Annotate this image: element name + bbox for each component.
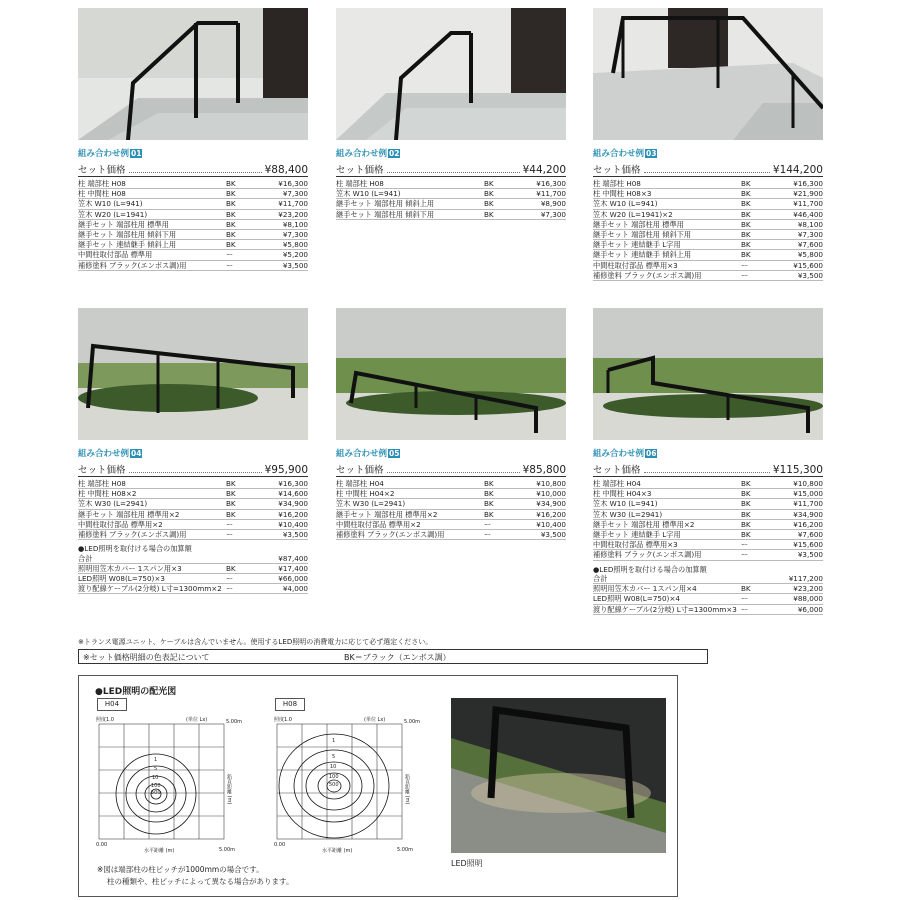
item-name: 渡り配線ケーブル(2分岐) L寸=1300mm×2 — [78, 584, 222, 594]
photo-05-graphic — [336, 308, 566, 440]
item-list — [78, 179, 308, 271]
set-price-row: セット価格 ¥85,800 — [336, 461, 566, 477]
item-color: BK — [226, 229, 236, 239]
item-name: 柱 中間柱 H08×3 — [593, 189, 652, 199]
price-row — [78, 520, 308, 530]
item-color: BK — [741, 189, 751, 199]
item-price: ¥88,000 — [793, 594, 823, 604]
item-name: 継手セット 連結継手 L字用 — [593, 240, 681, 250]
led-price-row — [593, 605, 823, 615]
price-row — [336, 479, 566, 489]
item-list — [336, 479, 566, 540]
led-total-row — [78, 554, 308, 564]
item-color: BK — [484, 199, 494, 209]
price-row — [593, 550, 823, 560]
photo-example-06 — [593, 308, 823, 440]
item-price: ¥7,300 — [540, 209, 566, 219]
item-name: 継手セット 端部柱用 標準用×2 — [593, 519, 695, 529]
item-color: ー — [226, 574, 234, 583]
item-price: ¥16,200 — [536, 509, 566, 519]
item-color: ー — [226, 519, 234, 529]
set-price-row: セット価格 ¥115,300 — [593, 461, 823, 477]
item-name: 柱 中間柱 H08 — [78, 189, 126, 199]
price-row — [593, 220, 823, 230]
photo-04-graphic — [78, 308, 308, 440]
item-price: ¥34,900 — [793, 509, 823, 519]
price-row — [336, 189, 566, 199]
item-color: BK — [484, 479, 494, 488]
item-color: BK — [226, 499, 236, 509]
diagram-note-2: 柱の種類や、柱ピッチによって異なる場合があります。 — [107, 877, 294, 886]
led-photo — [451, 698, 666, 853]
item-name: 中間柱取付部品 標準用×3 — [593, 540, 678, 550]
example-card-02 — [336, 149, 566, 220]
photo-03-graphic — [593, 8, 823, 140]
item-name: 補修塗料 ブラック(エンボス調)用 — [78, 260, 187, 270]
price-row — [593, 240, 823, 250]
item-color: ー — [741, 550, 749, 560]
photo-01-graphic — [78, 8, 308, 140]
item-price: ¥5,800 — [282, 240, 308, 250]
item-price: ¥10,800 — [793, 479, 823, 488]
item-price: ¥14,600 — [278, 489, 308, 499]
price-row — [336, 510, 566, 520]
item-price: ¥17,400 — [278, 563, 308, 573]
price-row — [78, 479, 308, 489]
item-name: 補修塗料 ブラック(エンボス調)用 — [593, 270, 702, 280]
item-price: ¥21,900 — [793, 189, 823, 199]
price-row — [593, 510, 823, 520]
item-name: 継手セット 端部柱用 傾斜下用 — [336, 209, 435, 219]
led-price-row — [593, 584, 823, 594]
item-name: 柱 中間柱 H04×2 — [336, 489, 395, 499]
item-color: ー — [741, 260, 749, 270]
item-name: 継手セット 端部柱用 傾斜上用 — [336, 199, 435, 209]
item-price: ¥5,800 — [797, 250, 823, 260]
item-name: 柱 端部柱 H08 — [78, 179, 126, 188]
price-row — [593, 271, 823, 281]
item-color: BK — [741, 479, 751, 488]
price-row — [593, 540, 823, 550]
price-row — [593, 179, 823, 189]
item-price: ¥11,700 — [793, 499, 823, 509]
example-card-01 — [78, 149, 308, 271]
price-row — [336, 179, 566, 189]
item-price: ¥11,700 — [793, 199, 823, 209]
item-price: ¥6,000 — [797, 604, 823, 614]
item-color: BK — [741, 529, 751, 539]
item-color: BK — [741, 584, 751, 594]
diagram-h08-graphic — [272, 714, 422, 856]
item-name: LED照明 W08(L=750)×3 — [78, 574, 165, 583]
item-price: ¥10,400 — [278, 519, 308, 529]
set-price-row: セット価格 ¥95,900 — [78, 461, 308, 477]
item-name: 継手セット 連結継手 L字用 — [593, 529, 681, 539]
item-color: ー — [226, 250, 234, 260]
price-row — [593, 210, 823, 220]
item-color: BK — [226, 509, 236, 519]
item-color: BK — [484, 499, 494, 509]
item-name: 柱 端部柱 H08 — [78, 479, 126, 488]
item-color: BK — [226, 219, 236, 229]
price-row — [78, 210, 308, 220]
item-price: ¥7,600 — [797, 529, 823, 539]
color-note-box — [78, 649, 708, 664]
item-name: 継手セット 端部柱用 標準用 — [593, 219, 684, 229]
led-photo-caption: LED照明 — [451, 859, 483, 868]
item-color: BK — [484, 489, 494, 499]
price-row — [593, 189, 823, 199]
item-name: 笠木 W20 (L=1941)×2 — [593, 209, 673, 219]
example-card-05 — [336, 449, 566, 540]
price-row — [78, 510, 308, 520]
item-color: BK — [741, 509, 751, 519]
item-name: 継手セット 連結継手 傾斜上用 — [78, 240, 177, 250]
footnote: ※トランス電源ユニット、ケーブルは含んでいません。使用するLED照明の消費電力に応じて必ず選定ください。 — [78, 638, 433, 646]
item-price: ¥15,600 — [793, 260, 823, 270]
item-name: 中間柱取付部品 標準用×2 — [336, 519, 421, 529]
item-name: 笠木 W30 (L=2941) — [593, 509, 663, 519]
item-color: ー — [484, 519, 492, 529]
item-price: ¥15,600 — [793, 540, 823, 550]
led-total-price: ¥87,400 — [278, 553, 308, 563]
item-price: ¥3,500 — [282, 260, 308, 270]
example-label: 組み合わせ例 03 — [593, 149, 657, 159]
example-card-03 — [593, 149, 823, 281]
item-list — [78, 479, 308, 594]
item-color: BK — [741, 219, 751, 229]
item-name: 笠木 W10 (L=941) — [78, 199, 143, 209]
item-price: ¥46,400 — [793, 209, 823, 219]
item-color: BK — [741, 499, 751, 509]
item-list — [593, 479, 823, 615]
item-name: 中間柱取付部品 標準用×3 — [593, 260, 678, 270]
lighting-title: ●LED照明の配光図 — [95, 687, 177, 697]
led-addon-title: ●LED照明を取付ける場合の加算額 — [593, 564, 707, 574]
price-row — [593, 230, 823, 240]
price-row — [593, 530, 823, 540]
set-price-row: セット価格 ¥144,200 — [593, 161, 823, 177]
item-price: ¥3,500 — [282, 529, 308, 539]
item-price: ¥3,500 — [797, 270, 823, 280]
price-row — [78, 499, 308, 509]
item-color: BK — [741, 209, 751, 219]
example-card-04 — [78, 449, 308, 594]
item-price: ¥10,000 — [536, 489, 566, 499]
item-color: ー — [226, 584, 234, 594]
item-name: 笠木 W30 (L=2941) — [78, 499, 148, 509]
item-name: 柱 中間柱 H08×2 — [78, 489, 137, 499]
led-addon-title: ●LED照明を取付ける場合の加算額 — [78, 544, 192, 554]
price-row — [593, 479, 823, 489]
price-row — [78, 179, 308, 189]
item-name: 継手セット 端部柱用 標準用×2 — [336, 509, 438, 519]
price-row — [336, 489, 566, 499]
item-color: BK — [226, 563, 236, 573]
item-name: 継手セット 端部柱用 標準用 — [78, 219, 169, 229]
item-price: ¥15,000 — [793, 489, 823, 499]
item-price: ¥8,100 — [282, 219, 308, 229]
color-note-value: BK＝ブラック（エンボス調） — [344, 653, 451, 662]
example-label: 組み合わせ例 01 — [78, 149, 142, 159]
price-row — [593, 250, 823, 260]
item-color: BK — [484, 209, 494, 219]
item-color: BK — [741, 179, 751, 188]
item-price: ¥3,500 — [797, 550, 823, 560]
item-price: ¥3,500 — [540, 529, 566, 539]
item-name: 渡り配線ケーブル(2分岐) L寸=1300mm×3 — [593, 604, 737, 614]
item-name: 継手セット 端部柱用 標準用×2 — [78, 509, 180, 519]
example-label: 組み合わせ例 05 — [336, 449, 400, 459]
item-name: 笠木 W20 (L=1941) — [78, 209, 148, 219]
photo-06-graphic — [593, 308, 823, 440]
item-price: ¥7,300 — [797, 229, 823, 239]
led-total-price: ¥117,200 — [788, 574, 823, 583]
diagram-h04: 照度1.0 (単位 Lx) 5.00m 1 5 10 100 500 0.00 水平距離 (m) 5.00m 鉛直距離 (m) — [94, 714, 244, 856]
item-color: BK — [741, 250, 751, 260]
item-name: 中間柱取付部品 標準用 — [78, 250, 153, 260]
price-row — [78, 199, 308, 209]
item-price: ¥16,300 — [536, 179, 566, 188]
set-price-row: セット価格 ¥88,400 — [78, 161, 308, 177]
led-photo-graphic — [451, 698, 666, 853]
photo-example-01 — [78, 8, 308, 140]
item-price: ¥66,000 — [278, 574, 308, 583]
item-color: ー — [741, 594, 749, 604]
item-name: 笠木 W10 (L=941) — [593, 499, 658, 509]
diagram-tab-h04: H04 — [97, 698, 127, 711]
item-color: ー — [741, 270, 749, 280]
item-color: BK — [226, 489, 236, 499]
item-price: ¥34,900 — [278, 499, 308, 509]
price-row — [78, 230, 308, 240]
price-row — [78, 489, 308, 499]
price-row — [336, 530, 566, 540]
item-name: 補修塗料 ブラック(エンボス調)用 — [336, 529, 445, 539]
example-label: 組み合わせ例 02 — [336, 149, 400, 159]
item-name: 柱 端部柱 H08 — [593, 179, 641, 188]
led-price-row — [78, 564, 308, 574]
price-row — [593, 261, 823, 271]
item-price: ¥16,300 — [278, 179, 308, 188]
item-name: 照明用笠木カバー 1スパン用×4 — [593, 584, 697, 594]
price-row — [78, 189, 308, 199]
example-label: 組み合わせ例 06 — [593, 449, 657, 459]
photo-example-05 — [336, 308, 566, 440]
diagram-h08: 照度1.0 (単位 Lx) 5.00m 1 5 10 100 500 0.00 水平距離 (m) 5.00m 鉛直距離 (m) — [272, 714, 422, 856]
item-color: BK — [226, 479, 236, 488]
item-price: ¥11,700 — [536, 189, 566, 199]
price-row — [78, 240, 308, 250]
item-color: ー — [741, 540, 749, 550]
color-note-label: ※セット価格明細の色表記について — [83, 653, 210, 662]
item-color: BK — [484, 179, 494, 188]
item-color: BK — [484, 189, 494, 199]
item-price: ¥10,800 — [536, 479, 566, 488]
led-price-row — [78, 584, 308, 594]
item-price: ¥8,900 — [540, 199, 566, 209]
item-price: ¥5,200 — [282, 250, 308, 260]
item-price: ¥23,200 — [278, 209, 308, 219]
item-price: ¥23,200 — [793, 584, 823, 594]
diagram-h04-graphic — [94, 714, 244, 856]
item-list — [336, 179, 566, 220]
price-row — [336, 520, 566, 530]
item-price: ¥7,300 — [282, 229, 308, 239]
diagram-tab-h08: H08 — [275, 698, 305, 711]
led-total-label: 合計 — [78, 553, 93, 563]
price-row — [78, 261, 308, 271]
item-price: ¥7,300 — [282, 189, 308, 199]
item-color: BK — [226, 199, 236, 209]
photo-example-04 — [78, 308, 308, 440]
item-name: 柱 端部柱 H08 — [336, 179, 384, 188]
item-color: ー — [226, 529, 234, 539]
item-name: LED照明 W08(L=750)×4 — [593, 594, 680, 604]
item-name: 補修塗料 ブラック(エンボス調)用 — [593, 550, 702, 560]
item-name: 照明用笠木カバー 1スパン用×3 — [78, 563, 182, 573]
item-color: BK — [741, 229, 751, 239]
price-row — [336, 499, 566, 509]
item-name: 柱 端部柱 H04 — [593, 479, 641, 488]
item-name: 継手セット 連結継手 傾斜上用 — [593, 250, 692, 260]
photo-example-03 — [593, 8, 823, 140]
item-name: 柱 端部柱 H04 — [336, 479, 384, 488]
item-list — [593, 179, 823, 281]
price-row — [593, 499, 823, 509]
item-price: ¥16,200 — [278, 509, 308, 519]
item-color: BK — [484, 509, 494, 519]
item-color: ー — [741, 604, 749, 614]
led-price-row — [78, 574, 308, 584]
item-color: ー — [484, 529, 492, 539]
set-price-row: セット価格 ¥44,200 — [336, 161, 566, 177]
item-price: ¥16,200 — [793, 519, 823, 529]
item-color: BK — [741, 199, 751, 209]
item-name: 継手セット 端部柱用 傾斜下用 — [593, 229, 692, 239]
item-color: ー — [226, 260, 234, 270]
price-row — [78, 530, 308, 540]
item-price: ¥4,000 — [282, 584, 308, 594]
item-color: BK — [741, 240, 751, 250]
item-name: 継手セット 端部柱用 傾斜下用 — [78, 229, 177, 239]
item-price: ¥7,600 — [797, 240, 823, 250]
price-row — [336, 210, 566, 220]
led-total-row — [593, 574, 823, 584]
item-name: 笠木 W10 (L=941) — [593, 199, 658, 209]
price-row — [78, 220, 308, 230]
photo-02-graphic — [336, 8, 566, 140]
item-name: 補修塗料 ブラック(エンボス調)用 — [78, 529, 187, 539]
item-name: 笠木 W30 (L=2941) — [336, 499, 406, 509]
example-card-06 — [593, 449, 823, 615]
price-row — [593, 199, 823, 209]
example-label: 組み合わせ例 04 — [78, 449, 142, 459]
item-color: BK — [226, 240, 236, 250]
photo-example-02 — [336, 8, 566, 140]
item-price: ¥11,700 — [278, 199, 308, 209]
lighting-section — [78, 675, 678, 897]
item-price: ¥10,400 — [536, 519, 566, 529]
price-row — [593, 520, 823, 530]
item-price: ¥16,300 — [793, 179, 823, 188]
item-color: BK — [226, 179, 236, 188]
item-price: ¥8,100 — [797, 219, 823, 229]
item-color: BK — [741, 519, 751, 529]
item-name: 笠木 W10 (L=941) — [336, 189, 401, 199]
item-name: 中間柱取付部品 標準用×2 — [78, 519, 163, 529]
price-row — [593, 489, 823, 499]
item-name: 柱 中間柱 H04×3 — [593, 489, 652, 499]
led-price-row — [593, 594, 823, 604]
item-price: ¥16,300 — [278, 479, 308, 488]
item-price: ¥34,900 — [536, 499, 566, 509]
item-color: BK — [226, 189, 236, 199]
price-row — [336, 199, 566, 209]
diagram-note-1: ※図は端部柱の柱ピッチが1000mmの場合です。 — [97, 865, 264, 874]
price-row — [78, 250, 308, 260]
item-color: BK — [741, 489, 751, 499]
item-color: BK — [226, 209, 236, 219]
led-total-label: 合計 — [593, 574, 608, 583]
